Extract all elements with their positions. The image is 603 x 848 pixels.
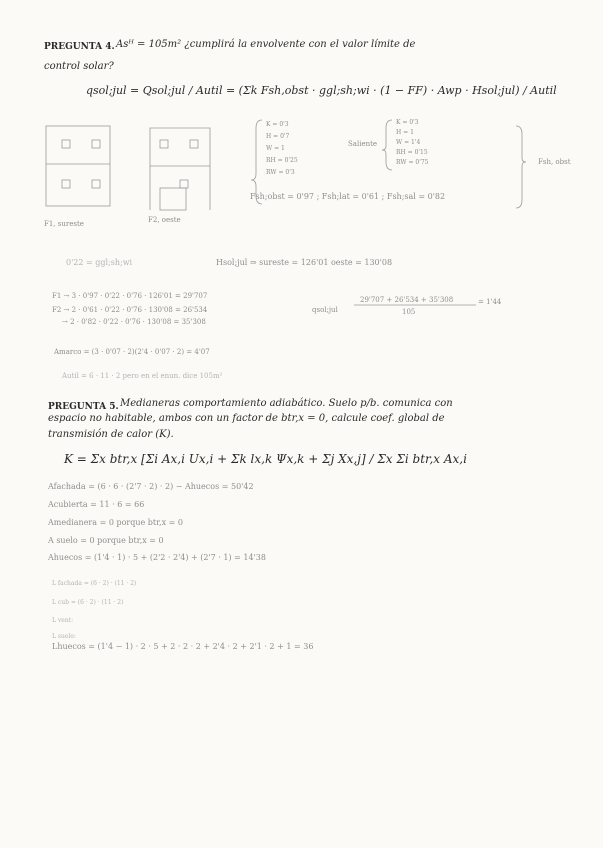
f2-calc-a: F2 → 2 · 0'61 · 0'22 · 0'76 · 130'08 = 26'534 [52, 306, 208, 314]
qsol-result: = 1'44 [478, 298, 502, 306]
f1-caption: F1, sureste [44, 220, 84, 228]
saliente-k: K = 0'3 [396, 119, 419, 126]
qsol-numerator: 29'707 + 26'534 + 35'308 [360, 296, 454, 304]
q4-label: PREGUNTA 4. [44, 42, 115, 52]
saliente-rw: RW = 0'75 [396, 159, 429, 166]
saliente-label: Saliente [348, 140, 378, 148]
q4-question-line1: Asᵸ = 105m² ¿cumplirá la envolvente con el valor límite de [116, 39, 416, 50]
param-rh: RH = 0'25 [266, 157, 298, 164]
q5-formula: K = Σx btr,x [Σi Ax,i Ux,i + Σk lx,k Ψx,k + Σj Xx,j] / Σx Σi btr,x Ax,i [64, 452, 467, 466]
f2-calc-b: → 2 · 0'82 · 0'22 · 0'76 · 130'08 = 35'308 [62, 318, 206, 326]
q4-formula: qsol;jul = Qsol;jul / Autil = (Σk Fsh,obst · ggl;sh;wi · (1 − FF) · Awp · Hsol;jul) / Autil [86, 84, 557, 97]
qsol-denominator: 105 [402, 308, 416, 316]
q5-question-line2: espacio no habitable, ambos con un factor de btr,x = 0, calcule coef. global de [48, 413, 445, 424]
l-vent: L vent: [52, 617, 74, 624]
fsh-obst-label: Fsh, obst [538, 158, 571, 166]
amarco-line: Amarco = (3 · 0'07 · 2)(2'4 · 0'07 · 2) = 4'07 [54, 348, 210, 356]
q5-question-line3: transmisión de calor (K). [48, 429, 174, 440]
area-suelo: A suelo = 0 porque btr,x = 0 [48, 536, 164, 545]
param-h: H = 0'7 [266, 133, 290, 140]
l-huecos: Lhuecos = (1'4 − 1) · 2 · 5 + 2 · 2 · 2 + 2'4 · 2 + 2'1 · 2 + 1 = 36 [52, 642, 314, 651]
saliente-w: W = 1'4 [396, 139, 421, 146]
l-cub: L cub = (6 · 2) · (11 · 2) [52, 599, 124, 606]
f2-caption: F2, oeste [148, 216, 181, 224]
area-fachada: Afachada = (6 · 6 · (2'7 · 2) · 2) − Ahuecos = 50'42 [48, 482, 254, 491]
area-cubierta: Acubierta = 11 · 6 = 66 [48, 500, 145, 509]
hsol-line: Hsol;jul ⇒ sureste = 126'01 oeste = 130'08 [216, 258, 393, 267]
qsol-label: qsol;jul [312, 306, 338, 314]
param-w: W = 1 [266, 145, 285, 152]
saliente-rh: RH = 0'15 [396, 149, 428, 156]
param-k: K = 0'3 [266, 121, 289, 128]
area-medianera: Amedianera = 0 porque btr,x = 0 [48, 518, 183, 527]
q5-label: PREGUNTA 5. [48, 402, 119, 412]
saliente-h: H = 1 [396, 129, 414, 136]
f1-calc: F1 → 3 · 0'97 · 0'22 · 0'76 · 126'01 = 29'707 [52, 292, 208, 300]
q5-question-line1: Medianeras comportamiento adiabático. Suelo p/b. comunica con [120, 398, 453, 409]
g-value-line: 0'22 = ggl;sh;wi [66, 258, 133, 267]
param-rw: RW = 0'3 [266, 169, 295, 176]
autil-line: Autil = 6 · 11 · 2 pero en el enun. dice 105m² [62, 372, 223, 380]
l-fachada: L fachada = (6 · 2) · (11 · 2) [52, 580, 137, 587]
q4-question-line2: control solar? [44, 61, 114, 72]
fsh-values-line: Fsh;obst = 0'97 ; Fsh;lat = 0'61 ; Fsh;sal = 0'82 [250, 192, 446, 201]
l-suelo: L suelo: [52, 633, 76, 640]
area-huecos: Ahuecos = (1'4 · 1) · 5 + (2'2 · 2'4) + (2'7 · 1) = 14'38 [48, 553, 266, 562]
